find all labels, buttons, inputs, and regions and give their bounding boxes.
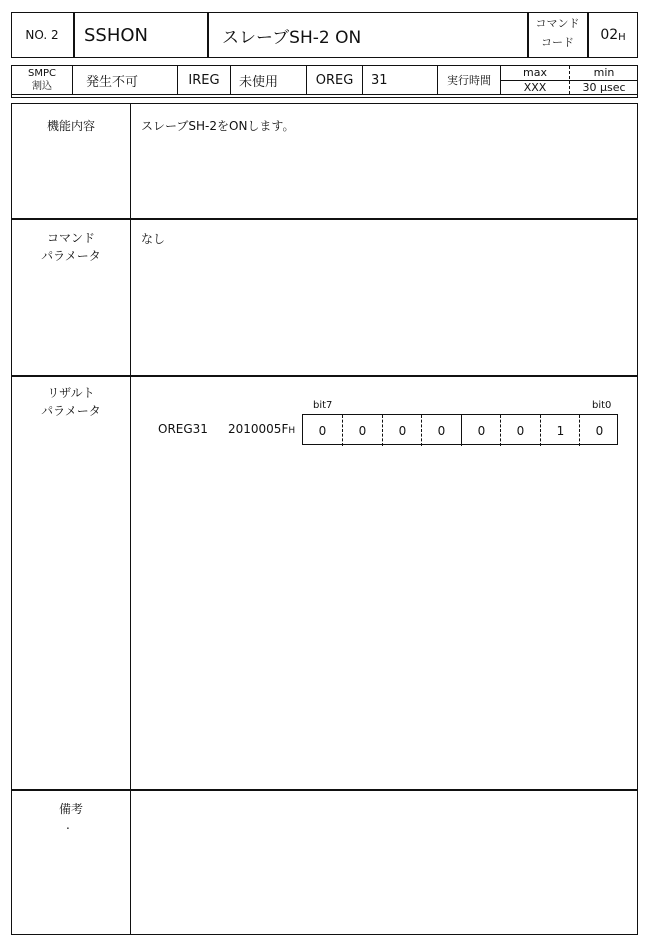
oreg-label: OREG — [315, 72, 354, 88]
remarks-label: 備考 — [58, 802, 83, 816]
smpc-interrupt-label: SMPC 割込 — [28, 68, 56, 92]
bit-cell: 0 — [342, 415, 382, 446]
bit0-label: bit0 — [592, 400, 612, 411]
command-code-value: 02 H — [600, 27, 626, 43]
bit-cell: 0 — [500, 415, 540, 446]
command-description: スレーブSH-2 ON — [222, 27, 362, 48]
bit-cell: 1 — [540, 415, 580, 446]
remarks-mark: . — [66, 818, 70, 832]
bit-field — [302, 414, 618, 445]
exec-time-label: 実行時間 — [447, 74, 491, 87]
result-register-name: OREG31 — [158, 422, 208, 436]
smpc-interrupt-value: 発生不可 — [86, 74, 139, 90]
command-params-label: コマンド パラメータ — [41, 231, 101, 263]
command-number: NO. 2 — [25, 28, 59, 42]
bit-cell: 0 — [318, 423, 327, 438]
exec-time-max-label: max — [523, 66, 547, 79]
exec-time-max-value: XXX — [523, 81, 547, 94]
bit7-label: bit7 — [313, 400, 333, 411]
bit-cell: 0 — [382, 415, 422, 446]
function-content: スレーブSH-2をONします。 — [141, 119, 295, 133]
result-register-address: 2010005FH — [228, 422, 296, 436]
bit-cell: 0 — [579, 415, 619, 446]
function-label: 機能内容 — [46, 119, 95, 133]
exec-time-min-label: min — [593, 66, 615, 79]
result-params-label: リザルト パラメータ — [41, 386, 101, 418]
oreg-value: 31 — [371, 72, 388, 88]
ireg-label: IREG — [188, 72, 220, 88]
command-code-label: コマンド コード — [535, 17, 580, 49]
ireg-value: 未使用 — [239, 74, 279, 90]
exec-time-min-value: 30 μsec — [582, 81, 626, 94]
bit-cell: 0 — [461, 415, 501, 446]
bit-cell: 0 — [421, 415, 461, 446]
command-params-content: なし — [141, 232, 166, 246]
command-name: SSHON — [84, 24, 149, 46]
